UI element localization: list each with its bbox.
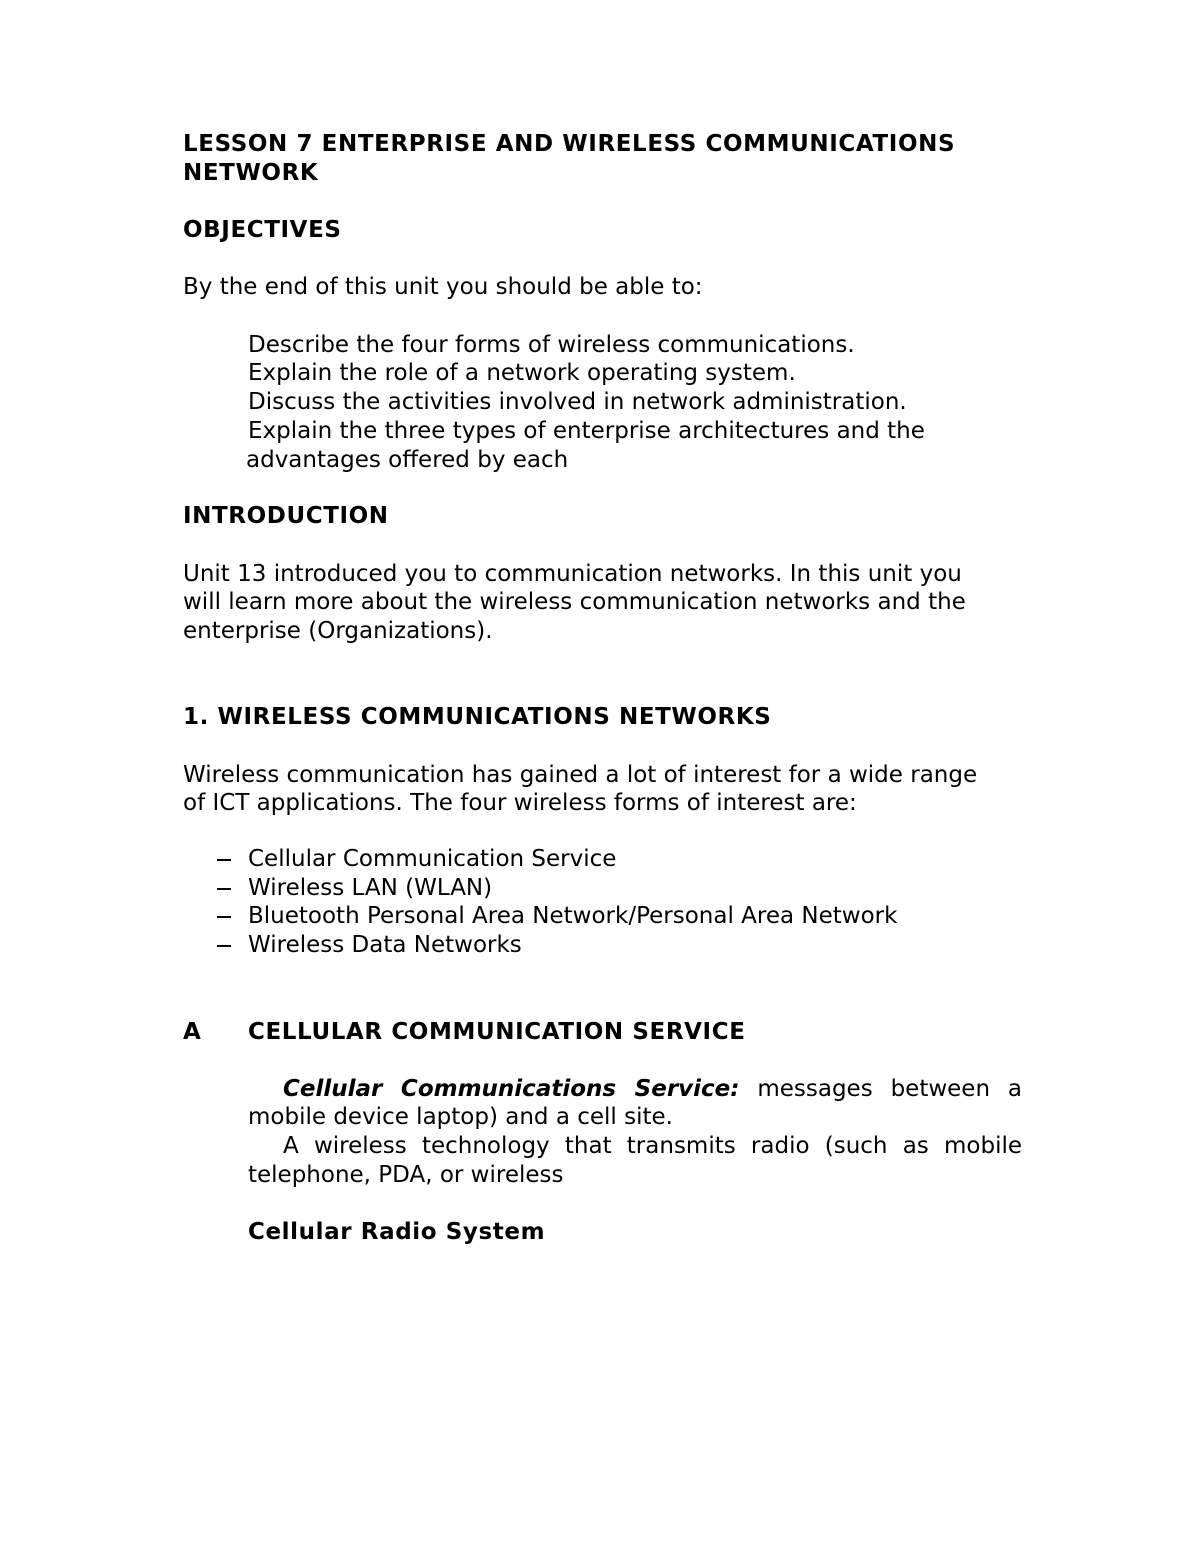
wireless-form-item: Wireless Data Networks [248, 932, 522, 958]
cellular-definition-line-2: mobile device laptop) and a cell site. [248, 1104, 673, 1130]
cellular-definition-line-1 [248, 1075, 1022, 1104]
section-1-line: of ICT applications. The four wireless forms of interest are: [183, 790, 857, 816]
cellular-definition-rest: messages between a [757, 1076, 1022, 1102]
cellular-description-line-2: telephone, PDA, or wireless [248, 1162, 564, 1188]
introduction-line: Unit 13 introduced you to communication networks. In this unit you [183, 561, 962, 587]
cellular-term: Cellular Communications Service: [283, 1076, 740, 1102]
wireless-form-item: Bluetooth Personal Area Network/Personal Area Network [248, 903, 898, 929]
objective-item-continuation: advantages offered by each [246, 447, 569, 473]
list-dash-marker [217, 916, 231, 918]
list-dash-marker [217, 888, 231, 890]
objective-item: Explain the role of a network operating system. [248, 360, 796, 386]
section-a-letter: A [183, 1019, 202, 1045]
objective-item: Describe the four forms of wireless communications. [248, 332, 855, 358]
cellular-description-line-1: A wireless technology that transmits radio (such as mobile [283, 1133, 1022, 1159]
section-1-line: Wireless communication has gained a lot of interest for a wide range [183, 762, 978, 788]
introduction-line: enterprise (Organizations). [183, 618, 493, 644]
cellular-radio-system-heading: Cellular Radio System [248, 1219, 546, 1245]
wireless-form-item: Cellular Communication Service [248, 846, 617, 872]
section-1-heading: 1. WIRELESS COMMUNICATIONS NETWORKS [183, 704, 772, 730]
list-dash-marker [217, 945, 231, 947]
wireless-form-item: Wireless LAN (WLAN) [248, 875, 493, 901]
objective-item: Explain the three types of enterprise architectures and the [248, 418, 925, 444]
section-a-heading: CELLULAR COMMUNICATION SERVICE [248, 1019, 746, 1045]
objectives-lead: By the end of this unit you should be able to: [183, 274, 703, 300]
objectives-heading: OBJECTIVES [183, 217, 342, 243]
document-title-line-1: LESSON 7 ENTERPRISE AND WIRELESS COMMUNICATIONS [183, 131, 956, 157]
objective-item: Discuss the activities involved in network administration. [248, 389, 907, 415]
introduction-line: will learn more about the wireless communication networks and the [183, 589, 966, 615]
list-dash-marker [217, 859, 231, 861]
document-title-line-2: NETWORK [183, 160, 319, 186]
introduction-heading: INTRODUCTION [183, 503, 389, 529]
